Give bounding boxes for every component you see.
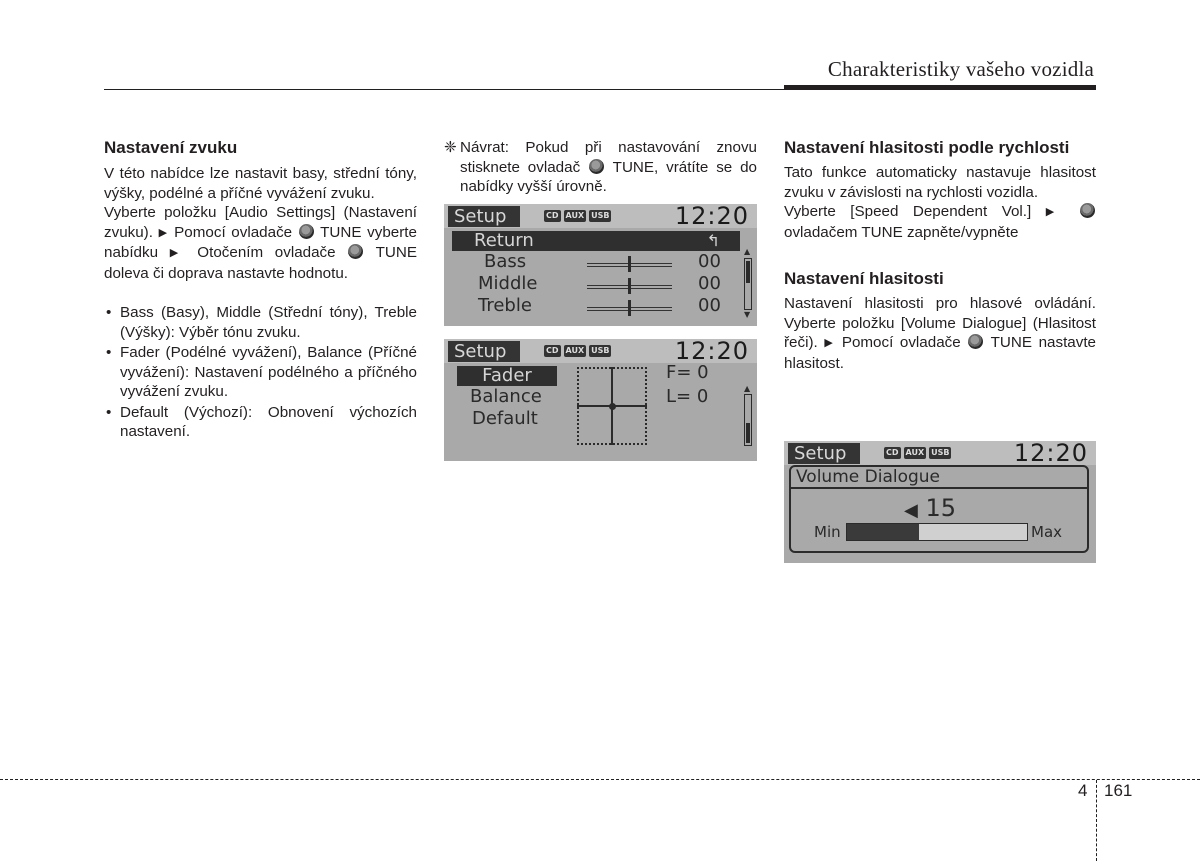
- menu-item-balance[interactable]: Balance: [470, 386, 542, 407]
- scroll-up-icon: ▲: [744, 384, 751, 393]
- section-heading-sound-settings: Nastavení zvuku: [104, 138, 238, 157]
- instr-text-2: ovladačem TUNE zapněte/vypněte: [784, 223, 1019, 241]
- instr-text-1: Vyberte [Speed Dependent Vol.]: [784, 203, 1032, 220]
- volume-readout: [904, 495, 956, 524]
- footer-divider: [1096, 780, 1097, 861]
- paragraph-instructions: [104, 203, 417, 283]
- bass-slider[interactable]: [587, 262, 672, 270]
- bass-value: 00: [698, 251, 721, 272]
- column-middle: [444, 138, 757, 197]
- scroll-up-icon: ▲: [744, 247, 751, 256]
- balance-readout: L= 0: [666, 386, 709, 407]
- volume-panel-divider: [789, 487, 1089, 489]
- scrollbar[interactable]: [744, 394, 752, 446]
- section-heading-speed-volume: Nastavení hlasitosti podle rychlosti: [784, 138, 1070, 157]
- menu-item-treble[interactable]: Treble: [478, 295, 532, 316]
- tune-knob-icon: [589, 159, 604, 174]
- cd-badge: CD: [546, 211, 559, 220]
- column-left: [104, 138, 417, 443]
- paragraph-intro: V této nabídce lze nastavit basy, střední tóny, výšky, podélné a příčné vyvážení zvuku.: [104, 165, 417, 202]
- setup-tab: Setup: [788, 443, 860, 464]
- volume-desc-text: Nastavení hlasitosti pro hlasové ovládání.: [784, 295, 1096, 312]
- slider-handle: [628, 278, 631, 294]
- return-arrow-icon: ↰: [706, 231, 720, 250]
- treble-slider[interactable]: [587, 306, 672, 314]
- volume-slider[interactable]: [846, 523, 1028, 541]
- tune-knob-icon: [299, 224, 314, 239]
- menu-item-label: Return: [474, 230, 534, 251]
- instr-text-4: Otočením ovladače: [197, 244, 336, 261]
- instr-text-2: Pomocí ovladače: [174, 223, 293, 241]
- menu-item-return[interactable]: [452, 231, 740, 251]
- tune-knob-icon: [1080, 203, 1095, 218]
- arrow-right-icon: ▶: [1045, 206, 1065, 218]
- volume-value: 15: [925, 494, 957, 522]
- middle-slider[interactable]: [587, 284, 672, 292]
- clock: 12:20: [674, 202, 749, 230]
- list-item: • Fader (Podélné vyvážení), Balance (Příčné vyvážení): Nastavení podélného a příčného vyvážení zvuku.: [104, 343, 417, 402]
- slider-handle: [628, 300, 631, 316]
- aux-badge: AUX: [905, 448, 925, 457]
- setup-tab: Setup: [448, 206, 520, 227]
- lcd-screen-balance: [444, 339, 757, 461]
- volume-slider-fill: [847, 524, 919, 540]
- note-mark-icon: ❈: [444, 139, 457, 156]
- cd-badge: CD: [886, 448, 899, 457]
- fader-readout: F= 0: [666, 362, 709, 383]
- lcd-screen-volume: [784, 441, 1096, 563]
- arrow-right-icon: ▶: [169, 247, 186, 259]
- aux-badge: AUX: [565, 211, 585, 220]
- balance-point: [609, 403, 616, 410]
- note-text-1: Návrat: Pokud při nastavování znovu stisknete ovladač: [460, 139, 757, 176]
- column-right: [784, 138, 1096, 373]
- volume-panel-title: Volume Dialogue: [796, 467, 941, 487]
- tune-knob-icon: [968, 334, 983, 349]
- aux-badge: AUX: [565, 346, 585, 355]
- paragraph-volume-desc-1: [784, 294, 1096, 314]
- arrow-right-icon: ▶: [158, 226, 169, 239]
- list-item: • Default (Výchozí): Obnovení výchozích nastavení.: [104, 403, 417, 442]
- instr-text-2: Pomocí ovladače: [841, 334, 961, 351]
- menu-item-middle[interactable]: Middle: [478, 273, 538, 294]
- paragraph-volume-instr: [784, 314, 1096, 374]
- slider-handle: [628, 256, 631, 272]
- source-badges: [544, 210, 611, 222]
- footer-rule: [0, 779, 1200, 780]
- scrollbar[interactable]: [744, 258, 752, 310]
- list-item: • Bass (Basy), Middle (Střední tóny), Treble (Výšky): Výběr tónu zvuku.: [104, 303, 417, 342]
- instr-text-3: TUNE nastavte hlasitost.: [784, 334, 1096, 372]
- menu-item-fader[interactable]: Fader: [457, 366, 557, 386]
- scroll-down-icon: ▼: [744, 310, 751, 319]
- middle-value: 00: [698, 273, 721, 294]
- instr-text-1: Vyberte položku [Volume Dialogue] (Hlasitost řeči).: [784, 314, 1096, 351]
- header-rule: [104, 89, 1096, 90]
- source-badges: [544, 345, 611, 357]
- volume-max-label: Max: [1031, 523, 1063, 541]
- bullet-list: [104, 303, 417, 442]
- usb-badge: USB: [591, 211, 610, 220]
- usb-badge: USB: [931, 448, 950, 457]
- treble-value: 00: [698, 295, 721, 316]
- menu-item-bass[interactable]: Bass: [484, 251, 527, 272]
- clock: 12:20: [674, 337, 749, 365]
- menu-item-default[interactable]: Default: [472, 408, 538, 429]
- paragraph-speed-instr: [784, 202, 1096, 242]
- note-text-2: TUNE, vrátíte se do nabídky vyšší úrovně.: [460, 158, 757, 195]
- volume-min-label: Min: [814, 523, 841, 541]
- lcd-screen-tone: [444, 204, 757, 326]
- cd-badge: CD: [546, 346, 559, 355]
- scroll-thumb: [746, 261, 750, 283]
- page-number: 161: [1104, 781, 1133, 800]
- instr-text-3: TUNE vyberte nabídku: [104, 223, 417, 261]
- setup-tab: Setup: [448, 341, 520, 362]
- running-header: Charakteristiky vašeho vozidla: [827, 57, 1094, 81]
- clock: 12:20: [1013, 439, 1088, 467]
- source-badges: [884, 447, 951, 459]
- speaker-icon: ◀: [904, 500, 918, 521]
- instr-text-1: Vyberte položku [Audio Settings] (Nastavení zvuku).: [104, 204, 417, 241]
- scroll-thumb: [746, 423, 750, 443]
- paragraph-speed-desc: Tato funkce automaticky nastavuje hlasitost zvuku v závislosti na rychlosti vozidla.: [784, 164, 1096, 201]
- usb-badge: USB: [591, 346, 610, 355]
- instr-text-5: TUNE doleva či doprava nastavte hodnotu.: [104, 244, 417, 282]
- chapter-number: 4: [1078, 781, 1088, 800]
- tune-knob-icon: [348, 244, 363, 259]
- return-note: [444, 138, 757, 197]
- arrow-right-icon: ▶: [824, 337, 836, 349]
- section-heading-volume: Nastavení hlasitosti: [784, 269, 944, 288]
